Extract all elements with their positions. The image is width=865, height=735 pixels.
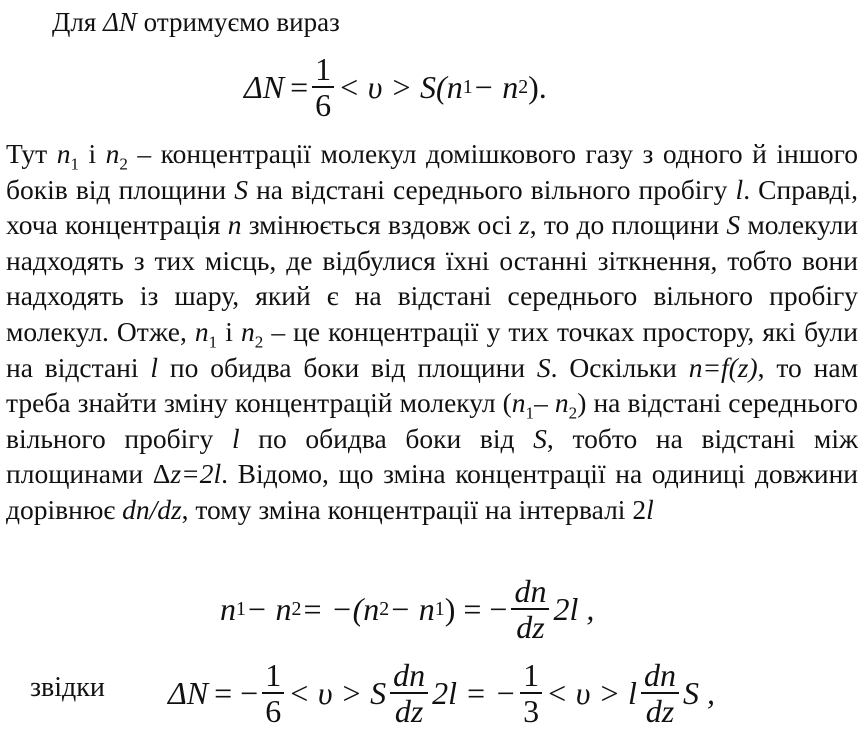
intro-symbol: ΔN <box>103 7 137 37</box>
formula1-lhs: ΔN <box>244 68 285 105</box>
formula1-body: < υ > S(n <box>338 68 463 105</box>
formula2-d: − n <box>389 590 435 627</box>
fraction-dn-dz <box>390 658 428 728</box>
formula2-b: − n <box>245 590 292 627</box>
frac-num: 1 <box>312 52 334 88</box>
formula1-minus: − n <box>472 68 519 105</box>
fraction-one-third <box>520 658 542 728</box>
frac-num: dn <box>390 658 428 694</box>
formula2-a: n <box>220 590 236 627</box>
frac-num: 1 <box>262 658 284 694</box>
formula1-eq: = <box>290 68 309 105</box>
fraction-one-sixth <box>262 658 284 728</box>
intro-text-start: Для <box>52 7 104 37</box>
intro-text-end: отримуємо вираз <box>136 7 340 37</box>
frac-den: dz <box>394 693 424 729</box>
formula-final-delta-n <box>168 658 715 728</box>
formula1-close: ). <box>528 68 547 105</box>
formula-delta-n: ΔN = $\frac{1}{6}$ < υ > S(n 1 − n 2 ). <box>244 51 547 123</box>
formula3-mid2: 2l = − <box>432 674 517 711</box>
frac-den: dz <box>516 609 545 645</box>
formula2-f: 2l , <box>553 590 595 627</box>
formula3-mid3: < υ > l <box>546 674 637 711</box>
formula3-eq: = − <box>214 674 259 711</box>
frac-num: dn <box>641 658 679 694</box>
formula3-mid1: < υ > S <box>288 674 387 711</box>
frac-den: 3 <box>523 693 540 729</box>
frac-den: dz <box>645 693 675 729</box>
frac-den: 6 <box>315 87 332 123</box>
frac-num: dn <box>511 574 549 610</box>
formula3-end: S , <box>682 674 715 711</box>
formula2-c: = −(n <box>301 590 380 627</box>
formula3-lhs: ΔN <box>168 674 209 711</box>
frac-num: 1 <box>520 658 542 694</box>
formula-concentration-difference: n 1 − n 2 = −(n 2 − n 1 ) = − $\frac{dn}{dz}$ 2l , <box>220 573 595 645</box>
fraction-dn-dz <box>511 574 549 644</box>
intro-line <box>52 4 340 40</box>
frac-den: 6 <box>265 693 282 729</box>
formula2-e: ) = − <box>444 590 508 627</box>
fraction-one-sixth <box>312 52 334 122</box>
whence-label: звідки <box>30 672 105 703</box>
fraction-dn-dz <box>641 658 679 728</box>
explanation-paragraph: Тут $n_1$ і $n_2$ – концентрації молекул домішкового газу з одного й іншого боків від площини S на відстані середнього вільного пробігу l. Справді, хоча концентрація n змінюється вздовж осі z, то до площини S молекули надходять з тих місць, де відбулися їхні останні зіткнення, тобто вони надходять із шару, який є на відстані середнього вільного пробігу молекул. Отже, $n_1$ і $n_2$ – це концентрації у тих точках простору, які були на відстані l по обидва боки від площини S. Оскільки n=f(z), то нам треба знайти зміну концентрацій молекул ($n_1-$ $n_2$) на відстані середнього вільного пробігу l по обидва боки від S, тобто на відстані між площинами Δz=2l. Відомо, що зміна концентрації на одиниці довжини дорівнює dn/dz, тому зміна концентрації на інтервалі 2l <box>6 138 859 525</box>
